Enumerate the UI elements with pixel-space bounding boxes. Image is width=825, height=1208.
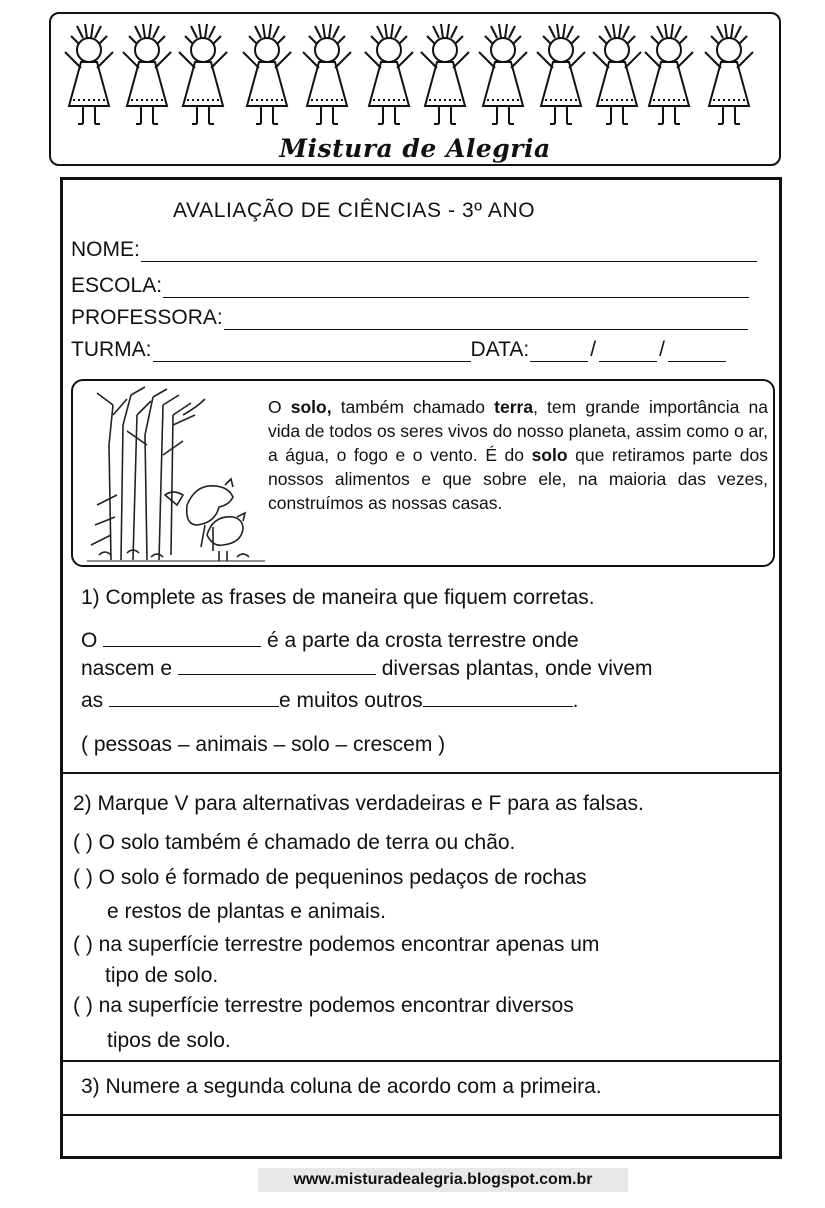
turma-label: TURMA: bbox=[71, 338, 152, 361]
q2-item-1[interactable]: ( ) O solo também é chamado de terra ou chão. bbox=[73, 831, 516, 854]
professora-field[interactable] bbox=[71, 306, 748, 330]
escola-label: ESCOLA: bbox=[71, 274, 163, 297]
escola-line[interactable] bbox=[163, 277, 749, 298]
q1-line-1 bbox=[81, 628, 579, 653]
q2-item-3-cont: tipo de solo. bbox=[105, 964, 219, 987]
q1-text: as bbox=[81, 689, 104, 712]
q1-options: ( pessoas – animais – solo – crescem ) bbox=[81, 733, 446, 756]
trees-and-birds-illustration bbox=[87, 385, 265, 563]
divider bbox=[63, 772, 779, 774]
q1-text: O bbox=[81, 629, 98, 652]
q1-blank-4[interactable] bbox=[423, 688, 573, 707]
intro-bold-solo: solo, bbox=[290, 397, 332, 417]
data-month-line[interactable] bbox=[599, 341, 657, 362]
turma-line[interactable] bbox=[153, 341, 471, 362]
data-label: DATA: bbox=[470, 338, 530, 361]
q1-text: diversas plantas, onde vivem bbox=[381, 657, 653, 680]
q1-text: . bbox=[572, 689, 579, 712]
q1-text: e muitos outros bbox=[279, 689, 423, 712]
footer-url[interactable]: www.misturadealegria.blogspot.com.br bbox=[258, 1168, 628, 1192]
divider bbox=[63, 1114, 779, 1116]
girls-row-illustration bbox=[61, 20, 773, 136]
header-banner bbox=[49, 12, 781, 166]
q1-text: é a parte da crosta terrestre onde bbox=[267, 629, 579, 652]
q2-item-2-cont: e restos de plantas e animais. bbox=[107, 900, 386, 923]
intro-text: que retiramos parte dos nossos alimentos e que sobre ele, na maioria das vezes, construímos as nossas casas. bbox=[268, 445, 768, 513]
q2-item-4-cont: tipos de solo. bbox=[107, 1029, 231, 1052]
intro-bold-solo: solo bbox=[531, 445, 568, 465]
intro-paragraph bbox=[268, 395, 768, 515]
turma-data-field[interactable] bbox=[71, 338, 726, 362]
data-day-line[interactable] bbox=[530, 341, 588, 362]
worksheet bbox=[60, 177, 782, 1159]
intro-text: O bbox=[268, 397, 291, 417]
q1-blank-2[interactable] bbox=[178, 656, 376, 675]
professora-line[interactable] bbox=[224, 309, 748, 330]
escola-field[interactable] bbox=[71, 274, 749, 298]
q2-prompt: 2) Marque V para alternativas verdadeiras e F para as falsas. bbox=[73, 792, 644, 815]
q1-line-2 bbox=[81, 656, 653, 681]
date-slash: / bbox=[590, 338, 597, 361]
nome-field[interactable] bbox=[71, 238, 757, 262]
intro-text: , tem grande importância na vida de todos os seres vivos do nosso planeta, assim como o ar, a água, o fogo e o vento. É do bbox=[268, 397, 768, 465]
intro-bold-terra: terra bbox=[494, 397, 534, 417]
date-slash: / bbox=[659, 338, 665, 361]
professora-label: PROFESSORA: bbox=[71, 306, 223, 329]
q1-blank-3[interactable] bbox=[109, 688, 279, 707]
q2-item-4[interactable]: ( ) na superfície terrestre podemos encontrar diversos bbox=[73, 994, 574, 1017]
data-year-line[interactable] bbox=[668, 341, 726, 362]
q1-text: nascem e bbox=[81, 657, 173, 680]
divider bbox=[63, 1060, 779, 1062]
q2-item-2[interactable]: ( ) O solo é formado de pequeninos pedaços de rochas bbox=[73, 866, 587, 889]
q2-item-3[interactable]: ( ) na superfície terrestre podemos encontrar apenas um bbox=[73, 933, 600, 956]
q1-prompt: 1) Complete as frases de maneira que fiquem corretas. bbox=[81, 586, 595, 609]
worksheet-title: AVALIAÇÃO DE CIÊNCIAS - 3º ANO bbox=[173, 199, 536, 222]
intro-text: também chamado bbox=[331, 397, 495, 417]
brand-title: Mistura de Alegria bbox=[279, 134, 551, 163]
nome-line[interactable] bbox=[141, 241, 757, 262]
q3-prompt: 3) Numere a segunda coluna de acordo com a primeira. bbox=[81, 1075, 602, 1098]
q1-blank-1[interactable] bbox=[103, 628, 261, 647]
nome-label: NOME: bbox=[71, 238, 140, 261]
intro-box bbox=[71, 379, 775, 567]
q1-line-3 bbox=[81, 688, 578, 713]
